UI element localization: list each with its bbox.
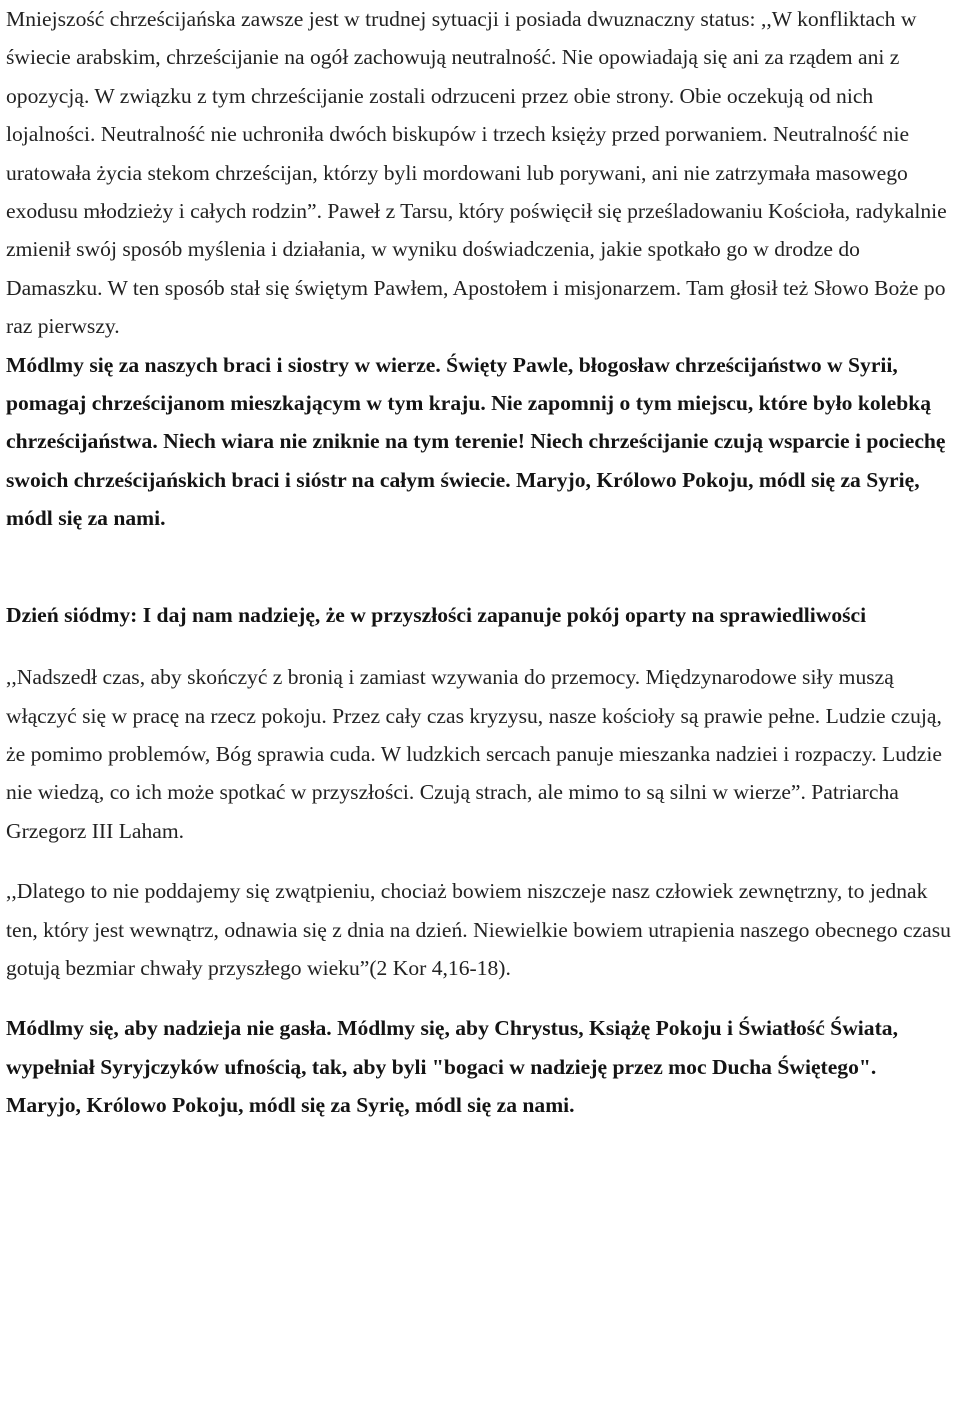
patriarch-quote-paragraph: ,,Nadszedł czas, aby skończyć z bronią i zamiast wzywania do przemocy. Międzynarodowe siły muszą włączyć się w pracę na rzecz pokoju. Przez cały czas kryzysu, nasze kościoły są prawie pełne. Ludzie czują, że pomimo problemów, Bóg sprawia cuda. W ludzkich sercach panuje mieszanka nadziei i rozpaczy. Ludzie nie wiedzą, co ich może spotkać w przyszłości. Czują strach, ale mimo to są silni w wierze”. Patriarcha Grzegorz III Laham. [6, 665, 942, 843]
day-seven-heading: Dzień siódmy: I daj nam nadzieję, że w przyszłości zapanuje pokój oparty na sprawiedliwości [6, 602, 867, 627]
prayer-paragraph-1: Módlmy się za naszych braci i siostry w wierze. Święty Pawle, błogosław chrześcijaństwo w Syrii, pomagaj chrześcijanom mieszkającym w tym kraju. Nie zapomnij o tym miejscu, które było kolebką chrześcijaństwa. Niech wiara nie zniknie na tym terenie! Niech chrześcijanie czują wsparcie i pociechę swoich chrześcijańskich braci i sióstr na całym świecie. Maryjo, Królowo Pokoju, módl się za Syrię, módl się za nami. [6, 352, 946, 531]
quote-spacer-1 [6, 850, 954, 872]
quote-spacer-2 [6, 987, 954, 1009]
prayer-paragraph-2: Módlmy się, aby nadzieja nie gasła. Módlmy się, aby Chrystus, Książę Pokoju i Światłość Świata, wypełniał Syryjczyków ufnością, tak, aby byli "bogaci w nadzieję przez moc Ducha Świętego". Maryjo, Królowo Pokoju, módl się za Syrię, módl się za nami. [6, 1016, 898, 1118]
intro-paragraph: Mniejszość chrześcijańska zawsze jest w trudnej sytuacji i posiada dwuznaczny status: ,,W konfliktach w świecie arabskim, chrześcijanie na ogół zachowują neutralność. Nie opowiadają się ani za rządem ani z opozycją. W związku z tym chrześcijanie zostali odrzuceni przez obie strony. Obie oczekują od nich lojalności. Neutralność nie uchroniła dwóch biskupów i trzech księży przed porwaniem. Neutralność nie uratowała życia stekom chrześcijan, którzy byli mordowani lub porywani, ani nie zatrzymała masowego exodusu młodzieży i całych rodzin”. Paweł z Tarsu, który poświęcił się prześladowaniu Kościoła, radykalnie zmienił swój sposób myślenia i działania, w wyniku doświadczenia, jakie spotkało go w drodze do Damaszku. W ten sposób stał się świętym Pawłem, Apostołem i misjonarzem. Tam głosił też Słowo Boże po raz pierwszy. [6, 7, 947, 339]
section-spacer [6, 538, 954, 596]
heading-spacer [6, 634, 954, 658]
scripture-quote-paragraph: ,,Dlatego to nie poddajemy się zwątpieniu, chociaż bowiem niszczeje nasz człowiek zewnętrzny, to jednak ten, który jest wewnątrz, odnawia się z dnia na dzień. Niewielkie bowiem utrapienia naszego obecnego czasu gotują bezmiar chwały przyszłego wieku”(2 Kor 4,16-18). [6, 879, 951, 980]
